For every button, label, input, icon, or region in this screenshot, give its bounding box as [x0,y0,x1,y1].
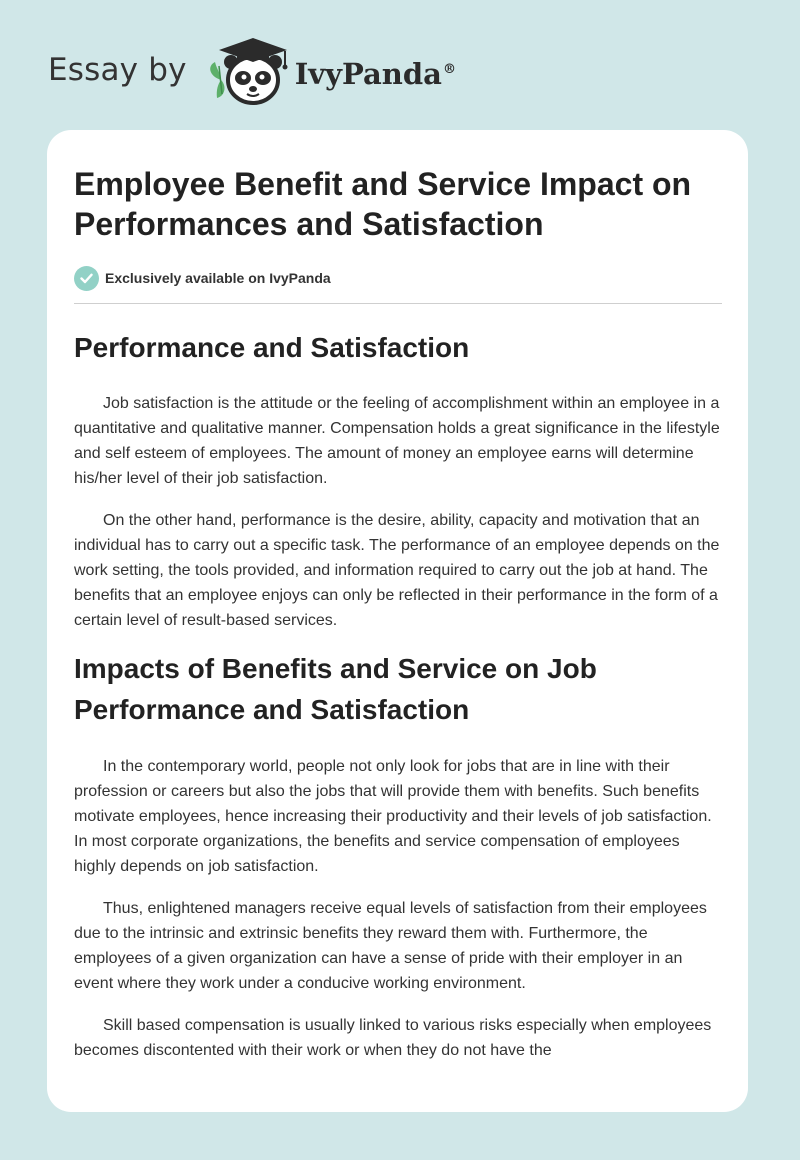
divider [74,303,722,304]
page-title: Employee Benefit and Service Impact on Performances and Satisfaction [74,166,692,242]
essay-card [47,130,748,1112]
exclusive-badge [74,265,722,291]
paragraph: In the contemporary world, people not only look for jobs that are in line with their profession or careers but also the jobs that will provide them with benefits. Such benefits motivate employees, hence increasing their productivity and their levels of job satisfaction. In most corporate organizations, the benefits and service compensation of employees highly depends on job satisfaction. [74,758,712,875]
paragraph: Skill based compensation is usually linked to various risks especially when employees becomes discontented with their work or when they do not have the [74,1017,712,1059]
site-header [48,36,456,108]
paragraph: On the other hand, performance is the desire, ability, capacity and motivation that an individual has to carry out a specific task. The performance of an employee depends on the work setting, the tools provided, and information required to carry out the job at hand. The benefits that an employee enjoys can only be reflected in their performance in the form of a certain level of result-based services. [74,512,720,629]
section-heading: Performance and Satisfaction [74,332,470,363]
section-heading: Impacts of Benefits and Service on Job Performance and Satisfaction [74,653,597,725]
exclusive-label: Exclusively available on IvyPanda [105,270,331,286]
brand-name-text: IvyPanda [294,57,442,91]
registered-mark: ® [442,62,456,78]
paragraph: Job satisfaction is the attitude or the feeling of accomplishment within an employee in a quantitative and qualitative manner. Compensation holds a great significance in the lifestyle and self esteem of employees. The amount of money an employee earns will determine his/her level of their job satisfaction. [74,395,720,487]
paragraph: Thus, enlightened managers receive equal levels of satisfaction from their employees due to the intrinsic and extrinsic benefits they reward them with. Furthermore, the employees of a given organization can have a sense of pride with their employer in an event where they work under a conducive working environment. [74,900,707,992]
panda-graduate-icon[interactable] [201,36,293,108]
check-circle-icon [74,266,99,291]
brand-name[interactable] [295,57,456,91]
essay-by-label: Essay by [48,52,187,88]
